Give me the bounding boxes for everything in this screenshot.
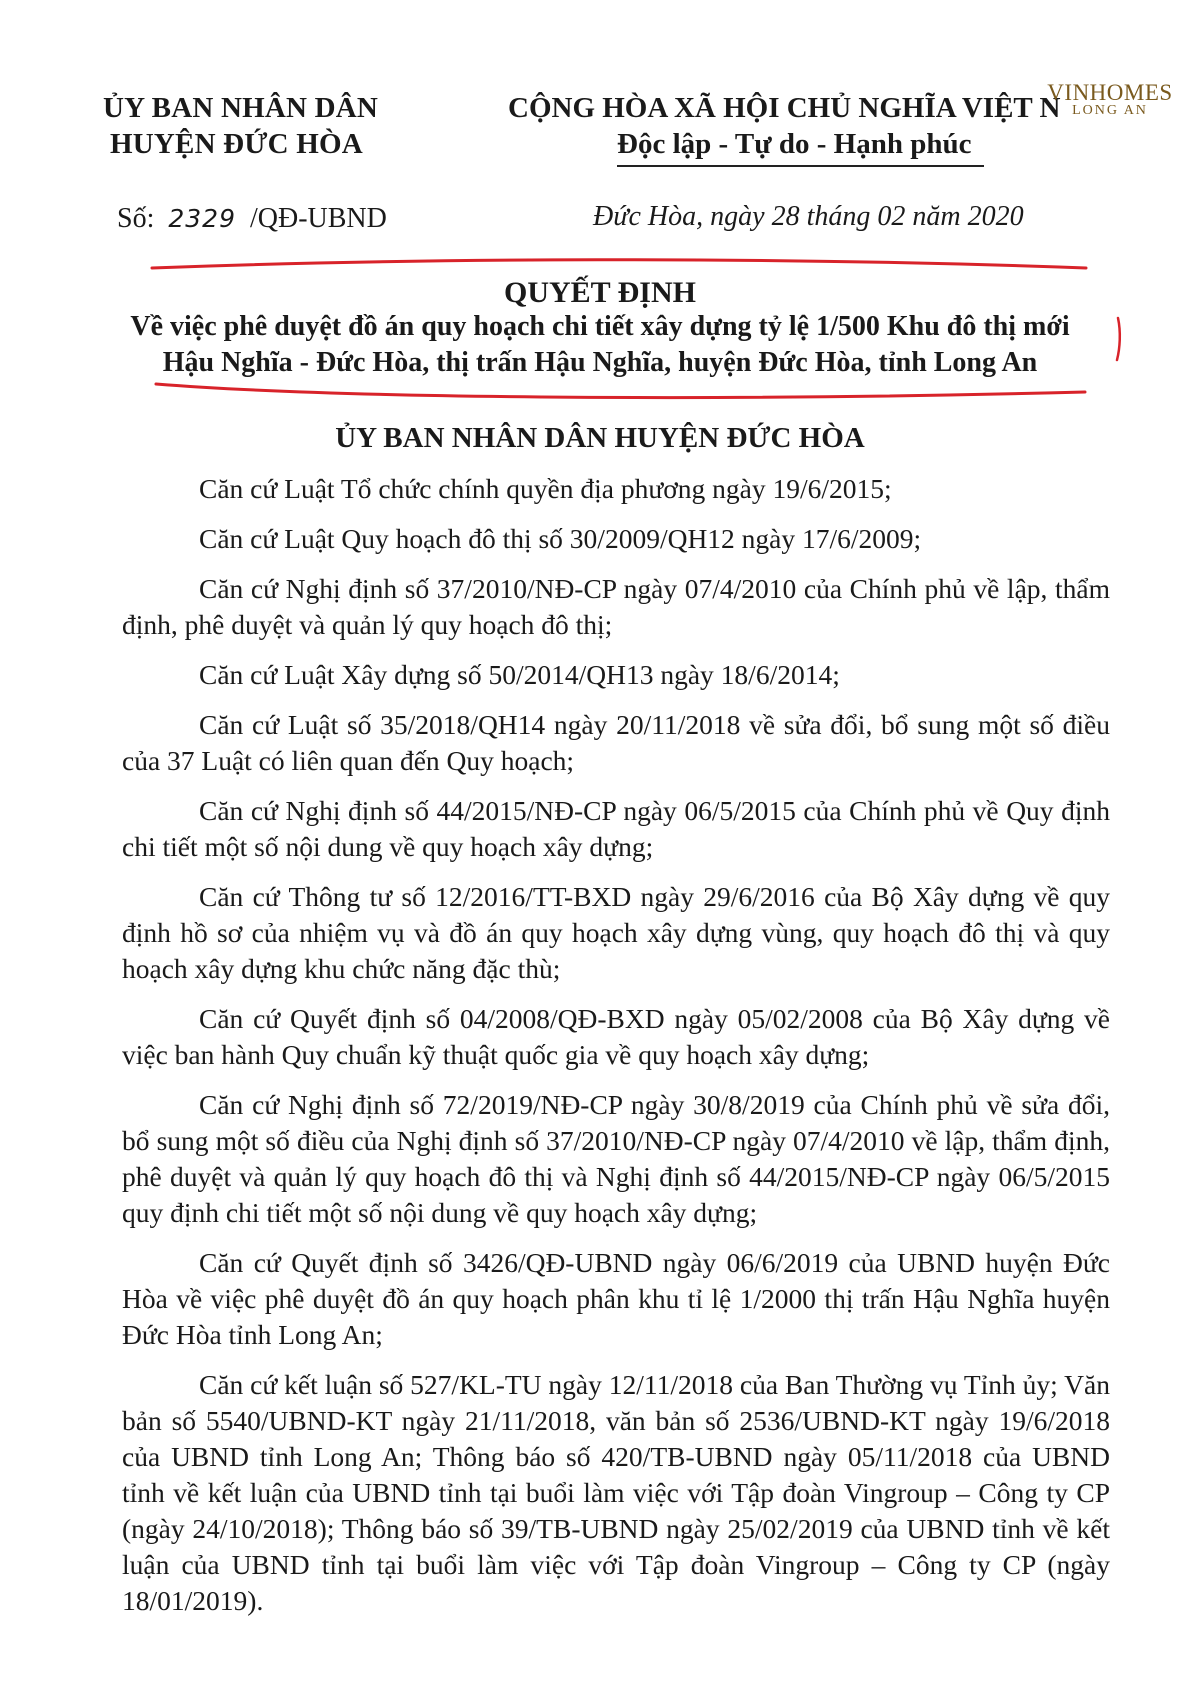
paragraph-4: Căn cứ Luật Xây dựng số 50/2014/QH13 ngày 18/6/2014;: [199, 659, 840, 690]
org-name-line2: HUYỆN ĐỨC HÒA: [110, 128, 363, 160]
org-name-line1: ỦY BAN NHÂN DÂN: [103, 92, 379, 124]
paragraph-8: Căn cứ Quyết định số 04/2008/QĐ-BXD ngày 05/02/2008 của Bộ Xây dựng về việc ban hành Quy chuẩn kỹ thuật quốc gia về quy hoạch xây dựng;: [122, 1003, 1110, 1070]
decision-subtitle-line2: Hậu Nghĩa - Đức Hòa, thị trấn Hậu Nghĩa, huyện Đức Hòa, tỉnh Long An: [162, 347, 1038, 378]
motto: Độc lập - Tự do - Hạnh phúc: [617, 128, 972, 160]
paragraph-10: Căn cứ Quyết định số 3426/QĐ-UBND ngày 06/6/2019 của UBND huyện Đức Hòa về việc phê duyệt đồ án quy hoạch phân khu tỉ lệ 1/2000 thị trấn Hậu Nghĩa huyện Đức Hòa tỉnh Long An;: [122, 1247, 1110, 1350]
paragraph-5: Căn cứ Luật số 35/2018/QH14 ngày 20/11/2018 về sửa đổi, bổ sung một số điều của 37 Luật có liên quan đến Quy hoạch;: [122, 709, 1110, 776]
issue-date: Đức Hòa, ngày 28 tháng 02 năm 2020: [593, 201, 1024, 232]
logo-location: LONG AN: [1072, 103, 1148, 118]
paragraph-3: Căn cứ Nghị định số 37/2010/NĐ-CP ngày 07/4/2010 của Chính phủ về lập, thẩm định, phê duyệt và quản lý quy hoạch đô thị;: [122, 573, 1110, 640]
decision-subtitle-line1: Về việc phê duyệt đồ án quy hoạch chi tiết xây dựng tỷ lệ 1/500 Khu đô thị mới: [130, 311, 1070, 342]
document-number-handwritten: 2329: [168, 204, 236, 233]
document-number-suffix: /QĐ-UBND: [249, 203, 387, 234]
document-number-label: Số:: [117, 203, 155, 234]
document-body: [122, 471, 1110, 1619]
paragraph-7: Căn cứ Thông tư số 12/2016/TT-BXD ngày 29/6/2016 của Bộ Xây dựng về quy định hồ sơ của nhiệm vụ và đồ án quy hoạch xây dựng vùng, quy hoạch đô thị và quy hoạch xây dựng khu chức năng đặc thù;: [122, 881, 1110, 984]
nation-title: CỘNG HÒA XÃ HỘI CHỦ NGHĨA VIỆT N: [508, 92, 1061, 124]
paragraph-1: Căn cứ Luật Tổ chức chính quyền địa phương ngày 19/6/2015;: [199, 473, 892, 504]
paragraph-2: Căn cứ Luật Quy hoạch đô thị số 30/2009/QH12 ngày 17/6/2009;: [199, 523, 922, 554]
paragraph-11: Căn cứ kết luận số 527/KL-TU ngày 12/11/2018 của Ban Thường vụ Tỉnh ủy; Văn bản số 5540/UBND-KT ngày 21/11/2018, văn bản số 2536/UBND-KT ngày 19/6/2018 của UBND tỉnh Long An; Thông báo số 420/TB-UBND ngày 05/11/2018 của UBND tỉnh về kết luận của UBND tỉnh tại buổi làm việc với Tập đoàn Vingroup – Công ty CP (ngày 24/10/2018); Thông báo số 39/TB-UBND ngày 25/02/2019 của UBND tỉnh về kết luận của UBND tỉnh tại buổi làm việc với Tập đoàn Vingroup – Công ty CP (ngày 18/01/2019).: [122, 1369, 1110, 1616]
committee-heading: ỦY BAN NHÂN DÂN HUYỆN ĐỨC HÒA: [335, 422, 865, 454]
paragraph-6: Căn cứ Nghị định số 44/2015/NĐ-CP ngày 06/5/2015 của Chính phủ về Quy định chi tiết một số nội dung về quy hoạch xây dựng;: [122, 795, 1110, 862]
paragraph-9: Căn cứ Nghị định số 72/2019/NĐ-CP ngày 30/8/2019 của Chính phủ về sửa đổi, bổ sung một số điều của Nghị định số 37/2010/NĐ-CP ngày 07/4/2010 về lập, thẩm định, phê duyệt và quản lý quy hoạch đô thị và Nghị định số 44/2015/NĐ-CP ngày 06/5/2015 quy định chi tiết một số nội dung về quy hoạch xây dựng;: [122, 1089, 1110, 1228]
logo-brand: VINHOMES: [1047, 80, 1173, 105]
decision-title: QUYẾT ĐỊNH: [504, 276, 696, 309]
